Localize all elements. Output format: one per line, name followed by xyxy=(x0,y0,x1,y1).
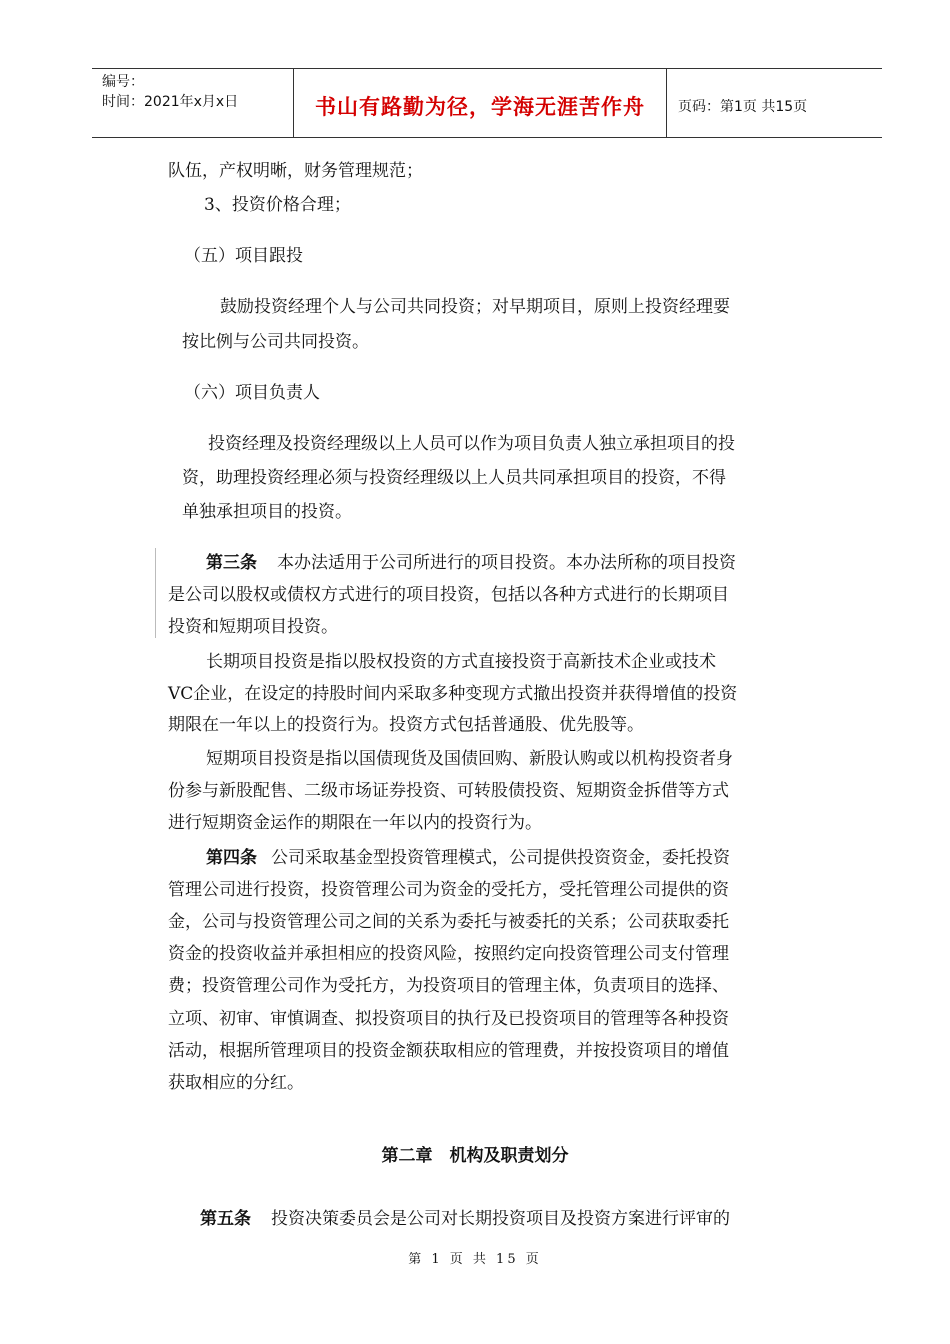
body-line: 立项、初审、审慎调查、拟投资项目的执行及已投资项目的管理等各种投资 xyxy=(168,1009,729,1029)
page-footer: 第 1 页 共 15 页 xyxy=(408,1252,542,1267)
article-4-label: 第四条 xyxy=(206,848,257,868)
article-4-first-line xyxy=(206,847,730,869)
body-line: 资，助理投资经理必须与投资经理级以上人员共同承担项目的投资，不得 xyxy=(182,468,726,488)
body-line: VC企业，在设定的持股时间内采取多种变现方式撤出投资并获得增值的投资 xyxy=(168,684,738,704)
article-3-first-line xyxy=(206,552,736,574)
body-line: 鼓励投资经理个人与公司共同投资；对早期项目，原则上投资经理要 xyxy=(220,297,730,317)
section-heading: （六）项目负责人 xyxy=(184,383,320,403)
revision-marker xyxy=(155,548,156,638)
header-motto-cell xyxy=(293,69,667,137)
body-line: 份参与新股配售、二级市场证券投资、可转股债投资、短期资金拆借等方式 xyxy=(168,781,729,801)
body-line: 投资和短期项目投资。 xyxy=(168,617,338,637)
body-line: 进行短期资金运作的期限在一年以内的投资行为。 xyxy=(168,813,542,833)
body-line: 单独承担项目的投资。 xyxy=(182,502,352,522)
body-line: 短期项目投资是指以国债现货及国债回购、新股认购或以机构投资者身 xyxy=(206,749,733,769)
chapter-heading: 第二章 机构及职责划分 xyxy=(381,1146,569,1166)
article-3-text: 本办法适用于公司所进行的项目投资。本办法所称的项目投资 xyxy=(277,553,736,573)
article-4-text: 公司采取基金型投资管理模式，公司提供投资资金，委托投资 xyxy=(271,848,730,868)
body-line: 费；投资管理公司作为受托方，为投资项目的管理主体，负责项目的选择、 xyxy=(168,976,729,996)
body-line: 按比例与公司共同投资。 xyxy=(182,332,369,352)
body-line: 期限在一年以上的投资行为。投资方式包括普通股、优先股等。 xyxy=(168,715,644,735)
article-5-text: 投资决策委员会是公司对长期投资项目及投资方案进行评审的 xyxy=(271,1209,730,1229)
body-line: 3、投资价格合理； xyxy=(204,195,351,215)
body-line: 管理公司进行投资，投资管理公司为资金的受托方，受托管理公司提供的资 xyxy=(168,880,729,900)
body-line: 活动，根据所管理项目的投资金额获取相应的管理费，并按投资项目的增值 xyxy=(168,1041,729,1061)
body-line: 投资经理及投资经理级以上人员可以作为项目负责人独立承担项目的投 xyxy=(208,434,735,454)
body-line: 是公司以股权或债权方式进行的项目投资，包括以各种方式进行的长期项目 xyxy=(168,585,729,605)
time-label: 时间：2021年x月x日 xyxy=(102,94,239,110)
body-line: 队伍，产权明晰，财务管理规范； xyxy=(168,161,423,181)
body-line: 金，公司与投资管理公司之间的关系为委托与被委托的关系；公司获取委托 xyxy=(168,912,729,932)
page-header xyxy=(92,68,882,138)
body-line: 获取相应的分红。 xyxy=(168,1073,304,1093)
header-motto: 书山有路勤为径，学海无涯苦作舟 xyxy=(315,95,645,119)
header-page-number: 页码：第1页 共15页 xyxy=(678,99,808,115)
body-line: 长期项目投资是指以股权投资的方式直接投资于高新技术企业或技术 xyxy=(206,652,716,672)
header-page-cell xyxy=(666,69,882,137)
body-line: 资金的投资收益并承担相应的投资风险，按照约定向投资管理公司支付管理 xyxy=(168,944,729,964)
serial-label: 编号： xyxy=(102,74,144,90)
article-3-label: 第三条 xyxy=(206,553,257,573)
header-info-cell xyxy=(92,69,292,137)
article-5-label: 第五条 xyxy=(200,1209,251,1229)
article-5-first-line xyxy=(200,1208,730,1230)
section-heading: （五）项目跟投 xyxy=(184,246,303,266)
